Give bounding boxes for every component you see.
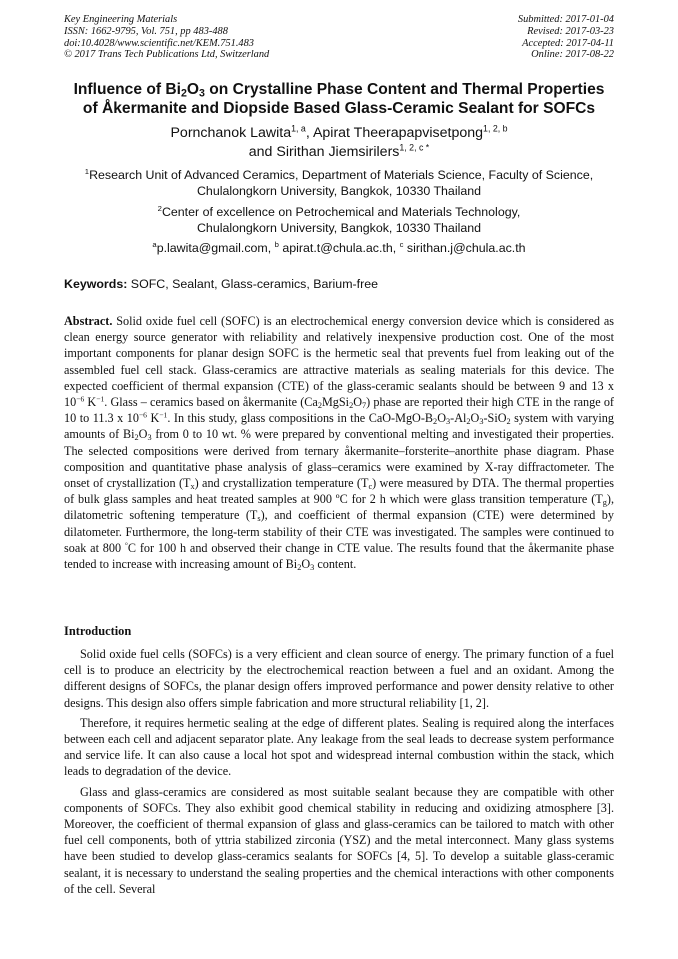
title-line-1: Influence of $Bi_2O_3$ on Crystalline Phase Content and Thermal Properties xyxy=(73,81,605,100)
section-heading-introduction: Introduction xyxy=(64,624,132,638)
author-emails: $^a$p.lawita@gmail.com, $^b$ apirat.t@chula.ac.th, $^c$ sirithan.j@chula.ac.th xyxy=(152,240,526,255)
journal-info xyxy=(64,14,269,61)
introduction-body xyxy=(64,646,614,901)
email-link[interactable]: sirithan.j@chula.ac.th xyxy=(403,241,526,255)
author-name: Sirithan Jiemsirilers xyxy=(276,144,400,160)
date-accepted: Accepted: 2017-04-11 xyxy=(522,37,614,49)
title-line-2: of Åkermanite and Diopside Based Glass-Ceramic Sealant for SOFCs xyxy=(82,100,596,117)
date-online: Online: 2017-08-22 xyxy=(531,49,614,61)
date-revised: Revised: 2017-03-23 xyxy=(527,25,614,37)
paragraph: Therefore, it requires hermetic sealing at the edge of different plates. Sealing is required along the interfaces between each cell and adjacent separator plate. Any leakage from the seal leads to decrease system performance and service life. It can also cause a local hot spot and widespread internal combustion within the stack, which leads to degradation of the device. xyxy=(64,715,614,779)
paper-title xyxy=(40,80,638,118)
keywords xyxy=(64,277,378,292)
journal-copyright: © 2017 Trans Tech Publications Ltd, Switzerland xyxy=(64,49,270,61)
affiliation-1: $^1$Research Unit of Advanced Ceramics, Department of Materials Science, Faculty of Science, Chulalongkorn University, Bangkok, 10330 Thailand xyxy=(84,167,594,198)
email-link[interactable]: p.lawita@gmail.com, xyxy=(156,241,275,255)
keywords-value: SOFC, Sealant, Glass-ceramics, Barium-free xyxy=(127,277,378,291)
abstract: Abstract. Solid oxide fuel cell (SOFC) is an electrochemical energy conversion device which is considered as clean energy source generator with reliability and relatively inexpensive production cost. One of the most important components for planar design SOFC is the hermetic seal that prevents fuel from leaking out of the assembled fuel cell stack. Glass-ceramics are attractive materials as sealing materials for this device. The expected coefficient of thermal expansion (CTE) of the glass-ceramic sealants should be between 9 and 13 x $10^{-6}$ $K^{-1}$. Glass – ceramics based on åkermanite $(Ca_2MgSi_2O_7)$ phase are reported their high CTE in the range of 10 to 11.3 x $10^{-6}$ $K^{-1}$. In this study, glass compositions in the CaO-$MgO-B_2O_3-Al_2O_3-SiO_2$ system with varying amounts of $Bi_2O_3$ from 0 to 10 wt. % were prepared by conventional melting and investigated their properties. The selected compositions were derived from ternary åkermanite–forsterite–anorthite phase diagram. Phase composition and quantitative phase analysis of glass–ceramics were examined by X-ray diffractometer. The onset of crystallization $(T_x)$ and crystallization temperature $(T_c)$ were measured by DTA. The thermal properties of bulk glass samples and heat treated samples at 900 ºC for 2 h which were glass transition temperature $(T_g)$, dilatometric softening temperature $(T_s)$, and coefficient of thermal expansion (CTE) were determined by dilatometer. Furthermore, the long-term stability of their CTE was investigated. The samples were continued to soak at 800 °C for 100 h and observed their change in CTE value. The results found that the åkermanite phase tended to increase with increasing amount of $Bi_2O_3$ content. xyxy=(64,314,615,573)
authors-line-1: Pornchanok Lawita$^{1, a}$, Apirat Theerapapvisetpong$^{1, 2, b}$ xyxy=(170,123,508,141)
abstract-label: Abstract. xyxy=(64,314,113,328)
affiliation-2: $^2$Center of excellence on Petrochemical and Materials Technology, Chulalongkorn University, Bangkok, 10330 Thailand xyxy=(157,204,521,235)
author-name: Apirat Theerapapvisetpong xyxy=(312,125,484,141)
journal-issn: ISSN: 1662-9795, Vol. 751, pp 483-488 xyxy=(64,25,228,37)
date-submitted: Submitted: 2017-01-04 xyxy=(517,14,614,25)
email-link[interactable]: apirat.t@chula.ac.th, xyxy=(278,241,400,255)
publication-dates xyxy=(518,14,614,61)
author-list xyxy=(40,124,638,162)
keywords-label: Keywords: xyxy=(64,277,128,291)
journal-name: Key Engineering Materials xyxy=(64,14,178,25)
authors-line-2: and Sirithan Jiemsirilers$^{1, 2, c *}$ xyxy=(248,142,430,160)
journal-doi[interactable]: doi:10.4028/www.scientific.net/KEM.751.483 xyxy=(64,37,254,49)
paragraph: Glass and glass-ceramics are considered as most suitable sealant because they are compatible with other components of SOFCs. They also exhibit good chemical stability in reducing and oxidizing atmosphere [3]. Moreover, the coefficient of thermal expansion of glass and glass-ceramics can be tailored to match with other fuel cell components, both of yttria stabilized zirconia (YSZ) and the metal interconnect. Many glass systems have been studied to develop glass-ceramics sealants for SOFCs [4, 5]. To develop a suitable glass-ceramic sealant, it is necessary to understand the sealing properties and the chemical interactions with other components of the cell. Several xyxy=(64,784,614,896)
paragraph: Solid oxide fuel cells (SOFCs) is a very efficient and clean source of energy. The primary function of a fuel cell is to produce an electricity by the electrochemical reaction between a fuel and an oxidant. Among the different designs of SOFCs, the planar design offers improved performance and power density relative to other designs. This design also offers simple fabrication and more structural reliability [1, 2]. xyxy=(64,647,614,710)
author-name: Pornchanok Lawita xyxy=(170,125,292,141)
